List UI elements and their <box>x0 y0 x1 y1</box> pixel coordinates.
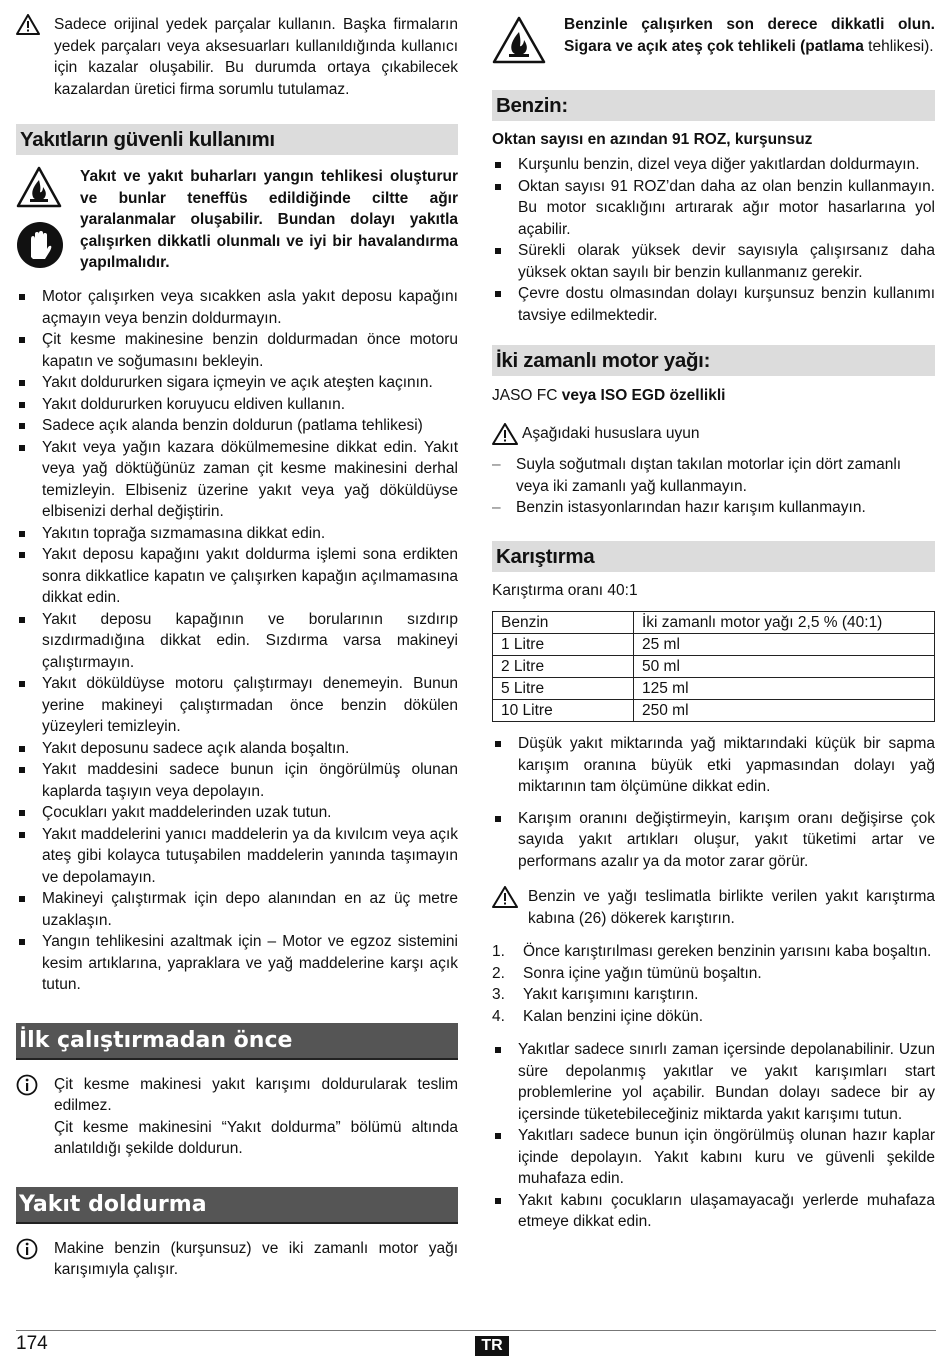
fire-warning-text <box>564 14 935 57</box>
step-number: 3. <box>492 986 505 1003</box>
fuel-safety-icons <box>16 166 80 275</box>
info-icon <box>16 1238 54 1267</box>
oil-notice <box>492 423 935 452</box>
list-item: Yakıt deposunu sadece açık alanda boşaltın. <box>16 738 458 760</box>
fire-warning-bold: Benzinle çalışırken son derece dikkatli olun. Sigara ve açık ateş çok tehlikeli (patlama <box>564 16 935 55</box>
mixing-list <box>492 733 935 872</box>
oil-heading: İki zamanlı motor yağı: <box>492 345 935 376</box>
table-cell: 10 Litre <box>493 700 634 722</box>
table-cell: 2 Litre <box>493 656 634 678</box>
refuel-info <box>16 1238 458 1281</box>
fuel-safety-warning-text: Yakıt ve yakıt buharları yangın tehlikesi oluşturur ve bunlar teneffüs edildiğinde ciltte ağır yaralanmalar oluşabilir. Bundan dolayı yakıtla çalışırken dikkatli olunmalı ve iyi bir havalandırma yapılmalıdır. <box>80 168 458 271</box>
step-item <box>492 963 935 985</box>
language-badge: TR <box>475 1336 509 1356</box>
list-item: Yakıt maddelerini yanıcı maddelerin ya da kıvılcım veya açık ateş gibi kolayca tutuşabilen maddelerin yanında taşımayın ve depolamayın. <box>16 824 458 889</box>
intro-warning <box>16 14 458 100</box>
step-text: Yakıt karışımını karıştırın. <box>523 986 699 1003</box>
list-item: Karışım oranını değiştirmeyin, karışım oranı değişirse çok sayıda yakıt artıkları oluşur, yakıt tüketimi artar ve performans azalır ya da motor zarar görür. <box>492 808 935 873</box>
intro-warning-text: Sadece orijinal yedek parçalar kullanın. Başka firmaların yedek parçaları veya aksesuarları kullanıldığında kullanıcı için kazalar oluşabilir. Bu durumda ortaya çıkabilecek kazalardan üretici firma sorumlu tutulamaz. <box>54 16 458 98</box>
refuel-text: Makine benzin (kurşunsuz) ve iki zamanlı motor yağı karışımıyla çalışır. <box>54 1239 458 1278</box>
oil-list <box>492 454 935 519</box>
step-item <box>492 984 935 1006</box>
right-column <box>492 14 935 1233</box>
table-cell: 250 ml <box>634 700 935 722</box>
warning-triangle-icon <box>16 14 54 42</box>
before-start-line-2: Çit kesme makinesini “Yakıt doldurma” bölümü altında anlatıldığı şekilde doldurun. <box>54 1118 458 1157</box>
list-item: Oktan sayısı 91 ROZ’dan daha az olan benzin kullanmayın. Bu motor sıcaklığını artırarak ağır motor hasarlarına yol açabilir. <box>492 176 935 241</box>
oil-notice-text: Aşağıdaki hususlara uyun <box>522 424 700 442</box>
list-item: Yakıt doldururken sigara içmeyin ve açık ateşten kaçının. <box>16 372 458 394</box>
mixing-heading: Karıştırma <box>492 541 935 572</box>
fuel-safety-list <box>16 286 458 996</box>
list-item: Yangın tehlikesini azaltmak için – Motor ve egzoz sistemini kesim artıklarına, yapraklara ve yağ maddelerine karşı açık tutun. <box>16 931 458 996</box>
table-row <box>493 678 935 700</box>
list-item: Yakıtları sadece bunun için öngörülmüş olunan hazır kaplar içinde depolayın. Yakıt kabını kuru ve güvenli şekilde muhafaza edin. <box>492 1125 935 1190</box>
step-text: Kalan benzini içine dökün. <box>523 1007 704 1025</box>
list-item: Makineyi çalıştırmak için depo alanından en az üç metre uzaklaşın. <box>16 888 458 931</box>
before-start-line-1: Çit kesme makinesi yakıt karışımı doldurularak teslim edilmez. <box>54 1075 458 1114</box>
fuel-safety-heading: Yakıtların güvenli kullanımı <box>16 124 458 155</box>
list-item: Kurşunlu benzin, dizel veya diğer yakıtlardan doldurmayın. <box>492 154 935 176</box>
before-start-info <box>16 1074 458 1160</box>
table-cell: 25 ml <box>634 634 935 656</box>
step-item <box>492 941 935 963</box>
fire-hazard-icon <box>16 166 80 215</box>
list-item: Çocukları yakıt maddelerinden uzak tutun. <box>16 802 458 824</box>
before-start-heading: İlk çalıştırmadan önce <box>16 1023 458 1060</box>
list-item: – Benzin istasyonlarından hazır karışım kullanmayın. <box>492 497 935 519</box>
info-icon <box>16 1074 54 1103</box>
list-item: – Suyla soğutmalı dıştan takılan motorlar için dört zamanlı veya iki zamanlı yağ kullanmayın. <box>492 454 935 497</box>
table-row <box>493 634 935 656</box>
left-column <box>16 14 458 1281</box>
oil-spec <box>492 385 935 407</box>
list-item: Yakıt veya yağın kazara dökülmemesine dikkat edin. Yakıt veya yağ döktüğünüz zaman çit kesme makinesini derhal temizleyin. Elbiseniz üzerine yakıt veya yağ döküldüyse elbisenizi derhal değiştirin. <box>16 437 458 523</box>
list-item: Yakıt deposu kapağının ve borularının sızdırıp sızdırmadığına dikkat edin. Sızdırma varsa makineyi çalıştırmayın. <box>16 609 458 674</box>
fuel-safety-warning <box>16 166 458 275</box>
fire-warning-normal: tehlikesi). <box>868 37 934 55</box>
protective-gloves-icon <box>16 221 80 276</box>
list-item: Çevre dostu olmasından dolayı kurşunsuz benzin kullanımı tavsiye edilmektedir. <box>492 283 935 326</box>
oil-spec-bold: veya ISO EGD özellikli <box>561 387 726 404</box>
table-header-cell: Benzin <box>493 612 634 634</box>
list-item: Yakıt döküldüyse motoru çalıştırmayı denemeyin. Bunun yerine makineyi çalıştırmadan önce benzin dökülen yüzeyleri temizleyin. <box>16 673 458 738</box>
oil-spec-normal: JASO FC <box>492 387 558 404</box>
mixing-steps <box>492 941 935 1027</box>
refuel-heading: Yakıt doldurma <box>16 1187 458 1224</box>
list-item: Yakıtın toprağa sızmamasına dikkat edin. <box>16 523 458 545</box>
list-item: Çit kesme makinesine benzin doldurmadan önce motoru kapatın ve soğumasını bekleyin. <box>16 329 458 372</box>
list-item: Sadece açık alanda benzin doldurun (patlama tehlikesi) <box>16 415 458 437</box>
list-item: Motor çalışırken veya sıcakken asla yakıt deposu kapağını açmayın veya benzin doldurmayın. <box>16 286 458 329</box>
table-cell: 5 Litre <box>493 678 634 700</box>
table-header-cell: İki zamanlı motor yağı 2,5 % (40:1) <box>634 612 935 634</box>
petrol-heading: Benzin: <box>492 90 935 121</box>
step-number: 2. <box>492 964 505 982</box>
table-row <box>493 656 935 678</box>
mixing-warning <box>492 886 935 929</box>
list-item: Sürekli olarak yüksek devir sayısıyla çalışırsanız daha yüksek oktan sayılı bir benzin kullanmanız gerekir. <box>492 240 935 283</box>
table-cell: 1 Litre <box>493 634 634 656</box>
list-item: Yakıt doldururken koruyucu eldiven kullanın. <box>16 394 458 416</box>
petrol-list <box>492 154 935 326</box>
warning-triangle-icon <box>492 423 522 452</box>
list-item: Yakıt kabını çocukların ulaşamayacağı yerlerde muhafaza etmeye dikkat edin. <box>492 1190 935 1233</box>
table-row <box>493 700 935 722</box>
table-header-row <box>493 612 935 634</box>
step-text: Önce karıştırılması gereken benzinin yarısını kaba boşaltın. <box>523 943 932 960</box>
table-cell: 50 ml <box>634 656 935 678</box>
step-number: 1. <box>492 943 505 960</box>
step-text: Sonra içine yağın tümünü boşaltın. <box>523 964 762 982</box>
list-item: Yakıt maddesini sadece bunun için öngörülmüş olunan kaplarda taşıyın veya depolayın. <box>16 759 458 802</box>
footer-divider <box>16 1330 936 1331</box>
mixing-warning-text: Benzin ve yağı teslimatla birlikte verilen yakıt karıştırma kabına (26) dökerek karıştırın. <box>528 888 935 927</box>
step-number: 4. <box>492 1007 505 1025</box>
mixing-ratio: Karıştırma oranı 40:1 <box>492 581 638 599</box>
list-item: Yakıt deposu kapağını yakıt doldurma işlemi sona erdikten sonra dikkatlice kapatın ve çalışırken kapağın açılmamasına dikkat edin. <box>16 544 458 609</box>
page-number: 174 <box>16 1333 48 1354</box>
fire-warning <box>492 14 935 71</box>
warning-triangle-icon <box>492 886 528 915</box>
fire-hazard-icon <box>492 14 564 71</box>
list-item: Yakıtlar sadece sınırlı zaman içersinde depolanabilinir. Uzun süre depolanmış yakıtlar ve yakıt karışımları start problemlerine yol açabilir. Bundan dolayı sadece bir ay içersinde tüketebileceğiniz miktarda yakıt karışımı tutun. <box>492 1039 935 1125</box>
mixing-table <box>492 611 935 722</box>
petrol-subheading: Oktan sayısı en azından 91 ROZ, kurşunsuz <box>492 130 813 148</box>
table-cell: 125 ml <box>634 678 935 700</box>
list-item: Düşük yakıt miktarında yağ miktarındaki küçük bir sapma karışım oranına büyük etki yapmasından dolayı yağ miktarının tam ölçümüne dikkat edin. <box>492 733 935 798</box>
step-item <box>492 1006 935 1028</box>
storage-list <box>492 1039 935 1233</box>
